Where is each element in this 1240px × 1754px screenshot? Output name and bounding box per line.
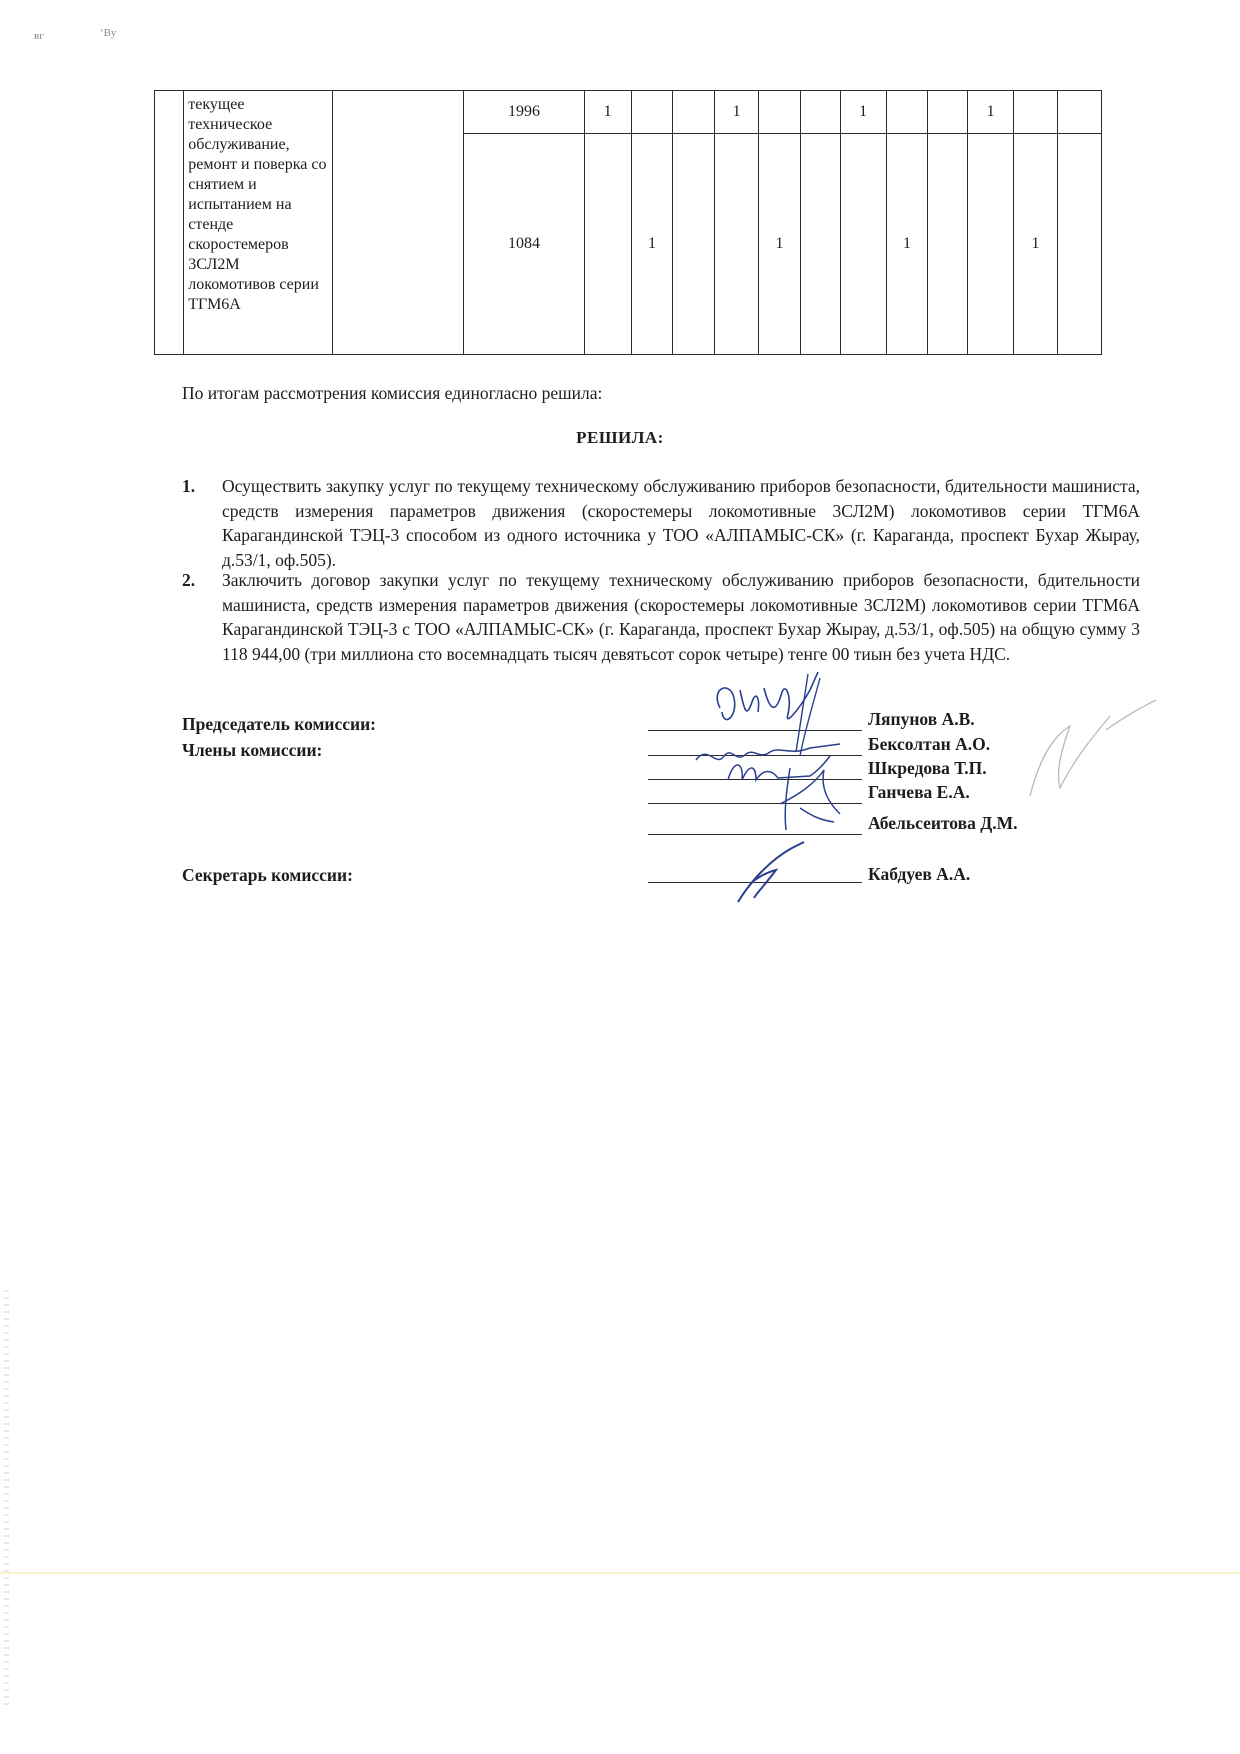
- schedule-mark-cell: 1: [584, 91, 631, 134]
- schedule-mark-cell: [886, 91, 928, 134]
- schedule-mark-cell: 1: [840, 91, 886, 134]
- schedule-mark-cell: 1: [1014, 134, 1058, 355]
- secretary-signature-image: [730, 838, 820, 908]
- member-signature-image: [720, 752, 840, 792]
- signature-line: [648, 730, 862, 731]
- schedule-table: [154, 90, 1102, 355]
- member-name: Бексолтан А.О.: [868, 734, 991, 754]
- schedule-mark-cell: [840, 134, 886, 355]
- decision-number: 2.: [182, 570, 196, 590]
- secretary-name: Кабдуев А.А.: [868, 864, 971, 884]
- table-cell: [332, 91, 464, 355]
- schedule-mark-cell: [1057, 91, 1101, 134]
- chairman-name: Ляпунов А.В.: [868, 709, 975, 729]
- schedule-mark-cell: [673, 134, 715, 355]
- decision-text: Осуществить закупку услуг по текущему техническому обслуживанию приборов безопасности, бдительности машиниста, средств измерения параметров движения (скоростемеры локомотивные 3СЛ2М) локомотивов серии ТГМ6А Карагандинской ТЭЦ-3 способом из одного источника у ТОО «АЛПАМЫС-СК» (г. Караганда, проспект Бухар Жырау, д.53/1, оф.505).: [222, 476, 1140, 570]
- intro-text: По итогам рассмотрения комиссия единогласно решила:: [182, 383, 603, 403]
- schedule-mark-cell: [928, 134, 968, 355]
- member-signature-image: [1010, 696, 1160, 806]
- member-name: Шкредова Т.П.: [868, 758, 987, 778]
- scan-edge-artifact: [4, 1290, 9, 1710]
- schedule-mark-cell: [1057, 134, 1101, 355]
- schedule-mark-cell: [800, 134, 840, 355]
- decision-number: 1.: [182, 476, 196, 496]
- scan-artifact: вг: [34, 30, 44, 42]
- signature-line: [648, 755, 862, 756]
- schedule-mark-cell: 1: [715, 91, 759, 134]
- schedule-mark-cell: [631, 91, 673, 134]
- schedule-mark-cell: [673, 91, 715, 134]
- schedule-mark-cell: [584, 134, 631, 355]
- service-description-cell: текущее техническое обслуживание, ремонт и поверка со снятием и испытанием на стенде скоростемеров 3СЛ2М локомотивов серии ТГМ6А: [184, 91, 332, 355]
- scan-artifact: ʻВу: [100, 27, 117, 39]
- members-label: Члены комиссии:: [182, 740, 323, 760]
- signature-line: [648, 882, 862, 883]
- scan-tint-artifact: [0, 1572, 1240, 1574]
- schedule-mark-cell: [968, 134, 1014, 355]
- schedule-mark-cell: 1: [968, 91, 1014, 134]
- chairman-label: Председатель комиссии:: [182, 714, 377, 734]
- member-name: Ганчева Е.А.: [868, 782, 970, 802]
- decision-heading: РЕШИЛА:: [576, 428, 664, 447]
- member-signature-image: [760, 764, 850, 834]
- table-cell: [155, 91, 184, 355]
- chairman-signature-image: [700, 668, 850, 758]
- amount-cell: 1084: [464, 134, 584, 355]
- schedule-mark-cell: [1014, 91, 1058, 134]
- signature-line: [648, 834, 862, 835]
- schedule-mark-cell: 1: [759, 134, 801, 355]
- schedule-mark-cell: [928, 91, 968, 134]
- schedule-mark-cell: [715, 134, 759, 355]
- schedule-mark-cell: 1: [631, 134, 673, 355]
- secretary-label: Секретарь комиссии:: [182, 865, 353, 885]
- table-row: [155, 91, 1102, 134]
- schedule-mark-cell: [800, 91, 840, 134]
- decision-text: Заключить договор закупки услуг по текущему техническому обслуживанию приборов безопасности, бдительности машиниста, средств измерения параметров движения (скоростемеры локомотивные 3СЛ2М) локомотивов серии ТГМ6А Карагандинской ТЭЦ-3 с ТОО «АЛПАМЫС-СК» (г. Караганда, проспект Бухар Жырау, д.53/1, оф.505) на общую сумму 3 118 944,00 (три миллиона сто восемнадцать тысяч девятьсот сорок четыре) тенге 00 тиын без учета НДС.: [222, 570, 1140, 664]
- member-signature-image: [690, 738, 850, 778]
- amount-cell: 1996: [464, 91, 584, 134]
- member-name: Абельсеитова Д.М.: [868, 813, 1018, 833]
- signature-line: [648, 779, 862, 780]
- signature-line: [648, 803, 862, 804]
- schedule-mark-cell: [759, 91, 801, 134]
- schedule-mark-cell: 1: [886, 134, 928, 355]
